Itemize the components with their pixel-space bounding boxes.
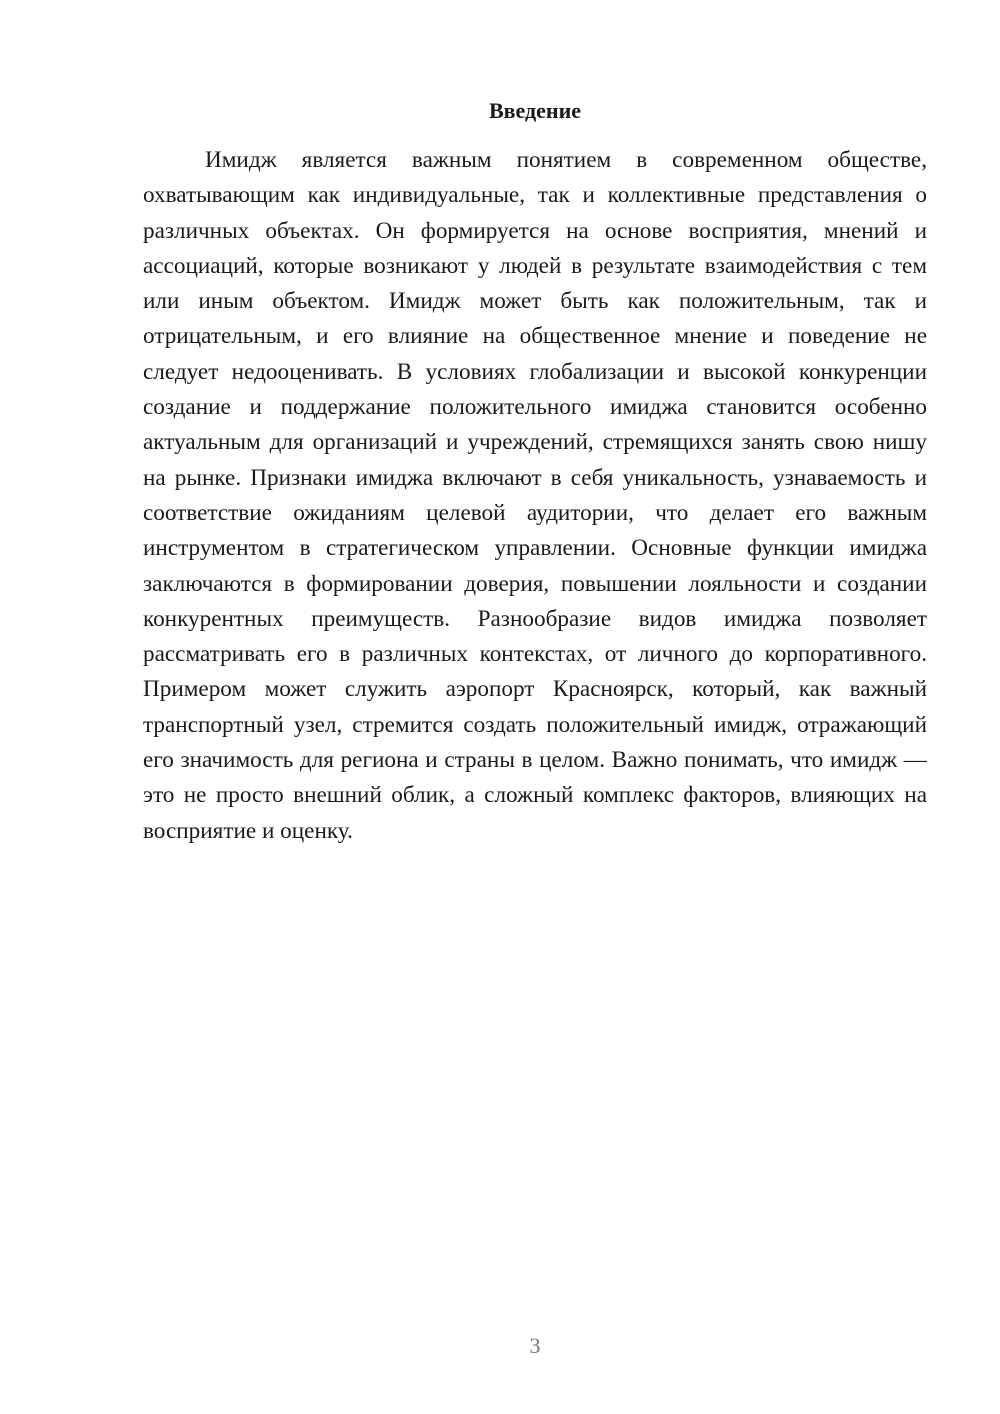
- body-paragraph: Имидж является важным понятием в современном обществе, охватывающим как индивидуальные, так и коллективные представления о различных объектах. Он формируется на основе восприятия, мнений и ассоциаций, которые возникают у людей в результате взаимодействия с тем или иным объектом. Имидж может быть как положительным, так и отрицательным, и его влияние на общественное мнение и поведение не следует недооценивать. В условиях глобализации и высокой конкуренции создание и поддержание положительного имиджа становится особенно актуальным для организаций и учреждений, стремящихся занять свою нишу на рынке. Признаки имиджа включают в себя уникальность, узнаваемость и соответствие ожиданиям целевой аудитории, что делает его важным инструментом в стратегическом управлении. Основные функции имиджа заключаются в формировании доверия, повышении лояльности и создании конкурентных преимуществ. Разнообразие видов имиджа позволяет рассматривать его в различных контекстах, от личного до корпоративного. Примером может служить аэропорт Красноярск, который, как важный транспортный узел, стремится создать положительный имидж, отражающий его значимость для региона и страны в целом. Важно понимать, что имидж — это не просто внешний облик, а сложный комплекс факторов, влияющих на восприятие и оценку.: [143, 147, 927, 844]
- section-heading: Введение: [488, 98, 582, 123]
- page-number: 3: [529, 1333, 541, 1358]
